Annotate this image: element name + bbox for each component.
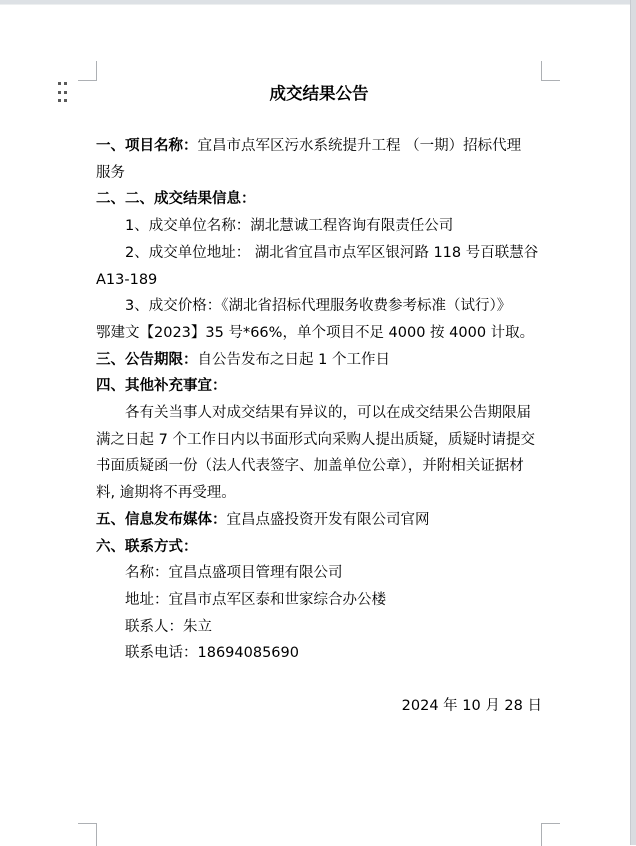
line-text: 地址：宜昌市点军区泰和世家综合办公楼 [125,591,386,608]
line-text: 满之日起 7 个工作日内以书面形式向采购人提出质疑，质疑时请提交 [96,431,535,448]
document-line [96,133,556,160]
line-text: 鄂建文【2023】35 号*66%，单个项目不足 4000 按 4000 计取。 [96,324,535,341]
margin-mark-top-left-icon [78,61,97,81]
document-line [96,320,556,347]
document-line [96,534,556,561]
handle-dot [64,91,67,94]
line-text: 名称：宜昌点盛项目管理有限公司 [125,565,343,582]
document-line [96,240,556,267]
document-line [96,640,556,667]
document-line [96,213,556,240]
line-text: 联系人：朱立 [125,618,212,635]
line-bold-label: 五、信息发布媒体： [96,511,227,528]
document-line [96,560,556,587]
document-line [96,347,556,374]
document-line [96,587,556,614]
document-line [96,293,556,320]
document-line [96,160,556,187]
handle-dot [58,82,61,85]
line-bold-label: 三、公告期限： [96,351,198,368]
document-body [96,133,556,667]
document-date: 2024 年 10 月 28 日 [401,698,542,714]
handle-dot [64,99,67,102]
document-line [96,400,556,427]
window-top-edge [0,0,636,5]
line-text: 联系电话：18694085690 [125,645,299,662]
line-text: 自公告发布之日起 1 个工作日 [197,351,390,368]
document-line [96,614,556,641]
paragraph-drag-handle-icon[interactable] [58,82,67,102]
line-bold-label: 六、联系方式： [96,538,198,555]
document-title: 成交结果公告 [269,84,369,103]
window-right-edge [630,0,636,845]
line-text: 宜昌点盛投资开发有限公司官网 [226,511,430,528]
line-text: 料, 逾期将不再受理。 [96,485,236,502]
document-line [96,480,556,507]
document-line [96,507,556,534]
margin-mark-bottom-left-icon [78,823,97,846]
line-text: 各有关当事人对成交结果有异议的，可以在成交结果公告期限届 [125,405,531,422]
document-line [96,427,556,454]
handle-dot [58,99,61,102]
line-text: A13-189 [96,271,158,288]
document-line [96,186,556,213]
document-line [96,453,556,480]
line-text: 1、成交单位名称：湖北慧诚工程咨询有限责任公司 [125,218,454,235]
margin-mark-top-right-icon [541,61,560,81]
document-line [96,373,556,400]
line-bold-label: 四、其他补充事宜： [96,378,227,395]
line-text: 书面质疑函一份（法人代表签字、加盖单位公章），并附相关证据材 [96,458,524,475]
line-bold-label: 一、项目名称： [96,138,198,154]
line-text: 服务 [96,164,125,181]
margin-mark-bottom-right-icon [541,823,560,846]
line-text: 3、成交价格：《湖北省招标代理服务收费参考标准（试行）》 [125,298,512,315]
line-bold-label: 二、二、成交结果信息： [96,191,256,208]
handle-dot [64,82,67,85]
line-text: 2、成交单位地址： 湖北省宜昌市点军区银河路 118 号百联慧谷 [125,244,539,261]
line-text: 宜昌市点军区污水系统提升工程 （一期）招标代理 [197,138,522,154]
document-line [96,267,556,294]
handle-dot [58,91,61,94]
